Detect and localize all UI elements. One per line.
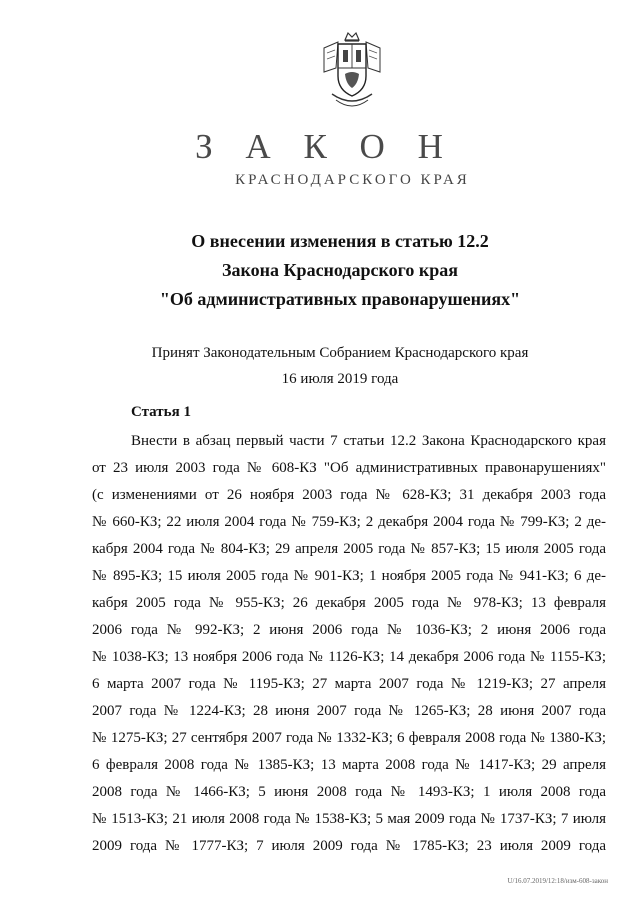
- body-line: 6 марта 2007 года № 1195-КЗ; 27 марта 2007 года № 1219-КЗ; 27 апреля: [92, 676, 606, 692]
- adoption-line: Принят Законодательным Собранием Краснодарского края: [151, 345, 529, 361]
- body-line: № 895-КЗ; 15 июля 2005 года № 901-КЗ; 1 ноября 2005 года № 941-КЗ; 6 де-: [92, 568, 606, 584]
- adoption-note: [0, 340, 640, 392]
- document-heading: [0, 227, 640, 314]
- adoption-date: 16 июля 2019 года: [281, 371, 399, 387]
- body-line: № 1275-КЗ; 27 сентября 2007 года № 1332-КЗ; 6 февраля 2008 года № 1380-КЗ;: [92, 730, 606, 746]
- coat-of-arms-emblem: [318, 28, 386, 112]
- body-line: Внести в абзац первый части 7 статьи 12.2 Закона Краснодарского края: [131, 433, 606, 449]
- body-line: 2008 года № 1466-КЗ; 5 июня 2008 года № 1493-КЗ; 1 июля 2008 года: [92, 784, 606, 800]
- heading-line: Закона Краснодарского края: [222, 260, 458, 280]
- body-line: 2009 года № 1777-КЗ; 7 июля 2009 года № 1785-КЗ; 23 июля 2009 года: [92, 838, 606, 854]
- body-line: от 23 июля 2003 года № 608-КЗ "Об административных правонарушениях": [92, 460, 606, 476]
- body-line: 6 февраля 2008 года № 1385-КЗ; 13 марта 2008 года № 1417-КЗ; 29 апреля: [92, 757, 606, 773]
- heading-line: О внесении изменения в статью 12.2: [191, 231, 489, 251]
- footer-file-stamp: U/16.07.2019/12:18/изм-608-закон: [507, 877, 608, 885]
- body-line: 2007 года № 1224-КЗ; 28 июня 2007 года № 1265-КЗ; 28 июня 2007 года: [92, 703, 606, 719]
- body-line: № 1038-КЗ; 13 ноября 2006 года № 1126-КЗ; 14 декабря 2006 года № 1155-КЗ;: [92, 649, 606, 665]
- body-line: кабря 2005 года № 955-КЗ; 26 декабря 2005 года № 978-КЗ; 13 февраля: [92, 595, 606, 611]
- law-title: З А К О Н: [195, 127, 455, 166]
- article-body: [92, 428, 606, 860]
- law-subtitle: КРАСНОДАРСКОГО КРАЯ: [235, 172, 470, 188]
- heading-line: "Об административных правонарушениях": [159, 289, 521, 309]
- article-title: Статья 1: [131, 404, 191, 420]
- body-line: кабря 2004 года № 804-КЗ; 29 апреля 2005 года № 857-КЗ; 15 июля 2005 года: [92, 541, 606, 557]
- body-line: № 660-КЗ; 22 июля 2004 года № 759-КЗ; 2 декабря 2004 года № 799-КЗ; 2 де-: [92, 514, 606, 530]
- body-line: 2006 года № 992-КЗ; 2 июня 2006 года № 1036-КЗ; 2 июня 2006 года: [92, 622, 606, 638]
- body-line: (с изменениями от 26 ноября 2003 года № 628-КЗ; 31 декабря 2003 года: [92, 487, 606, 503]
- body-line: № 1513-КЗ; 21 июля 2008 года № 1538-КЗ; 5 мая 2009 года № 1737-КЗ; 7 июля: [92, 811, 606, 827]
